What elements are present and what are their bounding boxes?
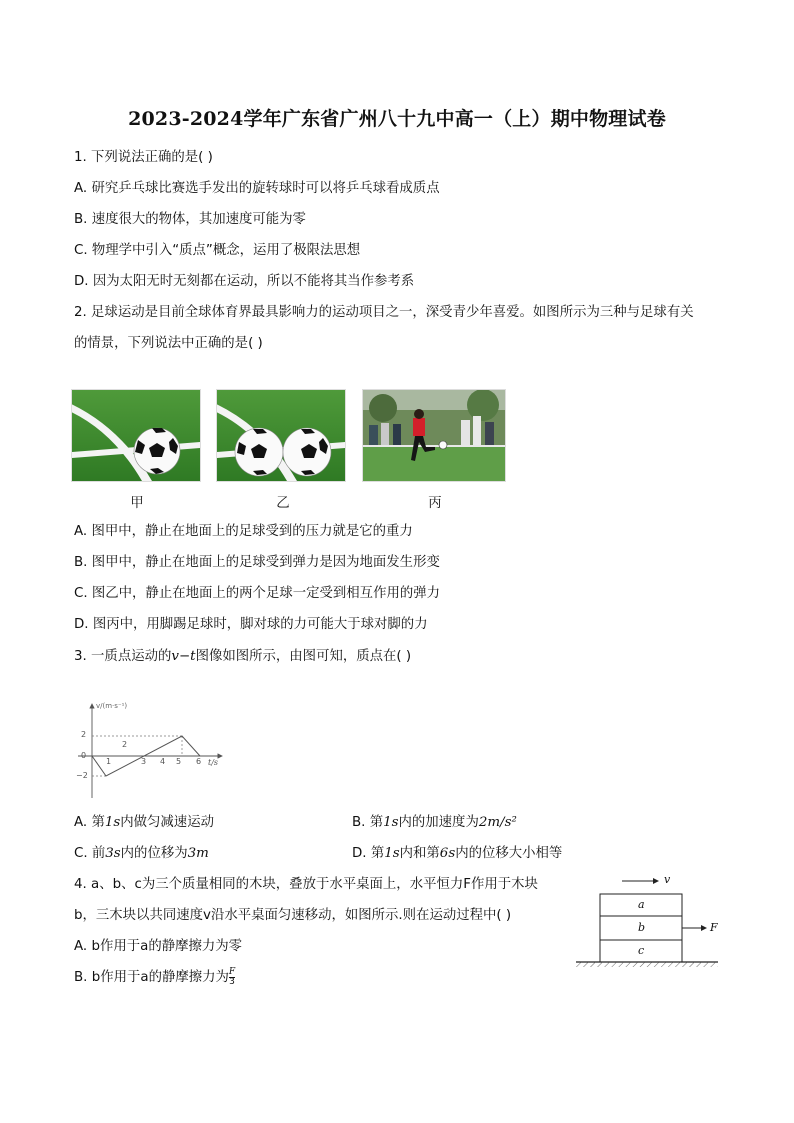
photo-bing-kicking: [362, 389, 506, 482]
q3-graph-annotation: 2: [122, 740, 128, 749]
caption-jia: 甲: [130, 496, 144, 511]
q1-option-b: B. 速度很大的物体，其加速度可能为零: [74, 212, 306, 227]
q3-graph-xtick-6: 6: [196, 757, 202, 766]
block-a-label: a: [638, 898, 645, 911]
q3-graph-ytick-0: 0: [81, 751, 87, 760]
q4-stem-line1: 4. a、b、c为三个质量相同的木块，叠放于水平桌面上，水平恒力F作用于木块: [74, 877, 538, 892]
q3-graph-xlabel: t/s: [208, 758, 219, 767]
q3-stem: 3. 一质点运动的v−t图像如图所示，由图可知，质点在( ): [74, 649, 412, 664]
q3-graph-ytick-neg2: −2: [76, 771, 88, 780]
q3-graph-xtick-5: 5: [176, 757, 182, 766]
q2-option-b: B. 图甲中，静止在地面上的足球受到弹力是因为地面发生形变: [74, 555, 440, 570]
caption-yi: 乙: [276, 496, 290, 511]
q3-graph-xtick-4: 4: [160, 757, 166, 766]
q3-vt-graph: [72, 698, 232, 802]
q2-option-a: A. 图甲中，静止在地面上的足球受到的压力就是它的重力: [74, 524, 413, 539]
velocity-label: v: [664, 873, 671, 886]
q3-option-b: B. 第1s内的加速度为2m/s²: [352, 815, 517, 830]
q4-stem-line2: b，三木块以共同速度v沿水平桌面匀速移动，如图所示.则在运动过程中( ): [74, 908, 512, 923]
q3-graph-ytick-2: 2: [81, 730, 87, 739]
q2-option-c: C. 图乙中，静止在地面上的两个足球一定受到相互作用的弹力: [74, 586, 441, 601]
q4-blocks-figure: [574, 870, 724, 970]
q1-option-d: D. 因为太阳无时无刻都在运动，所以不能将其当作参考系: [74, 274, 415, 289]
q1-option-a: A. 研究乒乓球比赛选手发出的旋转球时可以将乒乓球看成质点: [74, 181, 440, 196]
q3-graph-ylabel: v/(m·s⁻¹): [96, 702, 128, 710]
q3-option-d: D. 第1s内和第6s内的位移大小相等: [352, 846, 563, 861]
q2-stem-line1: 2. 足球运动是目前全球体育界最具影响力的运动项目之一，深受青少年喜爱。如图所示为三种与足球有关: [74, 305, 694, 320]
q1-stem: 1. 下列说法正确的是( ): [74, 150, 213, 165]
q3-graph-xtick-1: 1: [106, 757, 112, 766]
block-c-label: c: [638, 944, 645, 957]
q2-option-d: D. 图丙中，用脚踢足球时，脚对球的力可能大于球对脚的力: [74, 617, 428, 632]
photo-yi-two-balls: [216, 389, 346, 482]
q3-option-c: C. 前3s内的位移为3m: [74, 846, 209, 861]
force-f-label: F: [710, 921, 718, 934]
q4-option-b: B. b作用于a的静摩擦力为 $\frac{F}{3}$: [74, 966, 236, 987]
caption-bing: 丙: [428, 496, 442, 511]
q2-stem-line2: 的情景，下列说法中正确的是( ): [74, 336, 263, 351]
page-title: 2023-2024学年广东省广州八十九中高一（上）期中物理试卷: [128, 108, 666, 130]
q4-option-a: A. b作用于a的静摩擦力为零: [74, 939, 243, 954]
block-b-label: b: [638, 921, 646, 934]
fraction-f-over-3: $\frac{F}{3}$: [228, 966, 236, 987]
q3-graph-xtick-3: 3: [141, 757, 147, 766]
q3-option-a: A. 第1s内做匀减速运动: [74, 815, 214, 830]
q1-option-c: C. 物理学中引入“质点”概念，运用了极限法思想: [74, 243, 361, 258]
photo-jia-single-ball: [71, 389, 201, 482]
